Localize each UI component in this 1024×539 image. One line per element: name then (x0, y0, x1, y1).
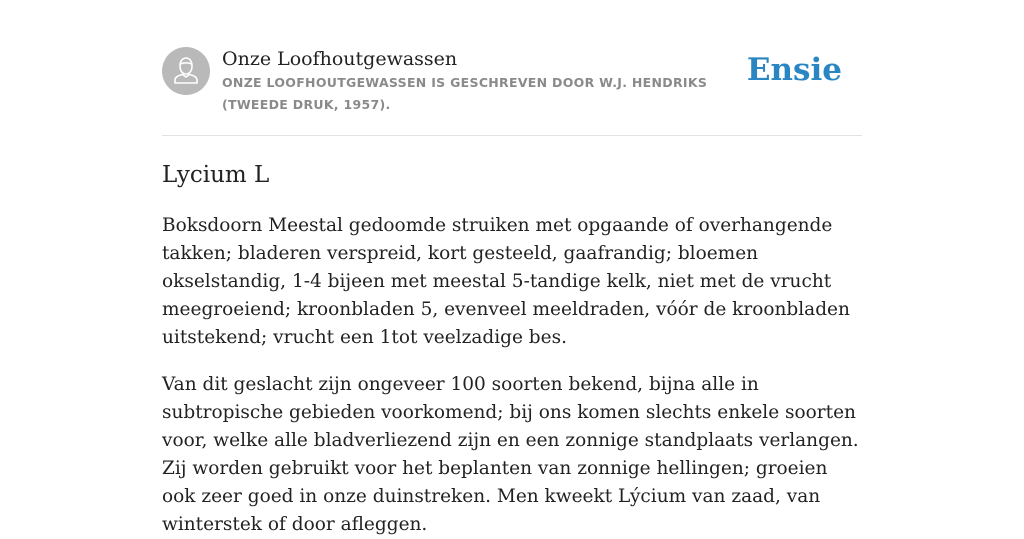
header-divider (162, 135, 862, 136)
user-silhouette-icon (162, 47, 210, 95)
article-paragraph: Boksdoorn Meestal gedoomde struiken met opgaande of overhangende takken; bladeren verspreid, kort gesteeld, gaafrandig; bloemen okselstandig, 1-4 bijeen met meestal 5-tandige kelk, niet met de vrucht meegroeiend; kroonbladen 5, evenveel meeldraden, vóór de kroonbladen uitstekend; vrucht een 1tot veelzadige bes. (162, 215, 850, 348)
article-paragraph: Van dit geslacht zijn ongeveer 100 soorten bekend, bijna alle in subtropische gebieden voorkomend; bij ons komen slechts enkele soorten voor, welke alle bladverliezend zijn en een zonnige standplaats verlangen. Zij worden gebruikt voor het beplanten van zonnige hellingen; groeien ook zeer goed in onze duinstreken. Men kweekt Lýcium van zaad, van winterstek of door afleggen. (162, 374, 859, 535)
avatar[interactable] (162, 47, 210, 95)
article-content (162, 158, 862, 539)
publication-description: ONZE LOOFHOUTGEWASSEN IS GESCHREVEN DOOR W.J. HENDRIKS (TWEEDE DRUK, 1957). (222, 75, 708, 112)
article-title: Lycium L (162, 162, 270, 188)
publication-title[interactable]: Onze Loofhoutgewassen (222, 48, 458, 70)
publication-header (162, 46, 862, 136)
brand-logo[interactable]: Ensie (746, 52, 842, 88)
